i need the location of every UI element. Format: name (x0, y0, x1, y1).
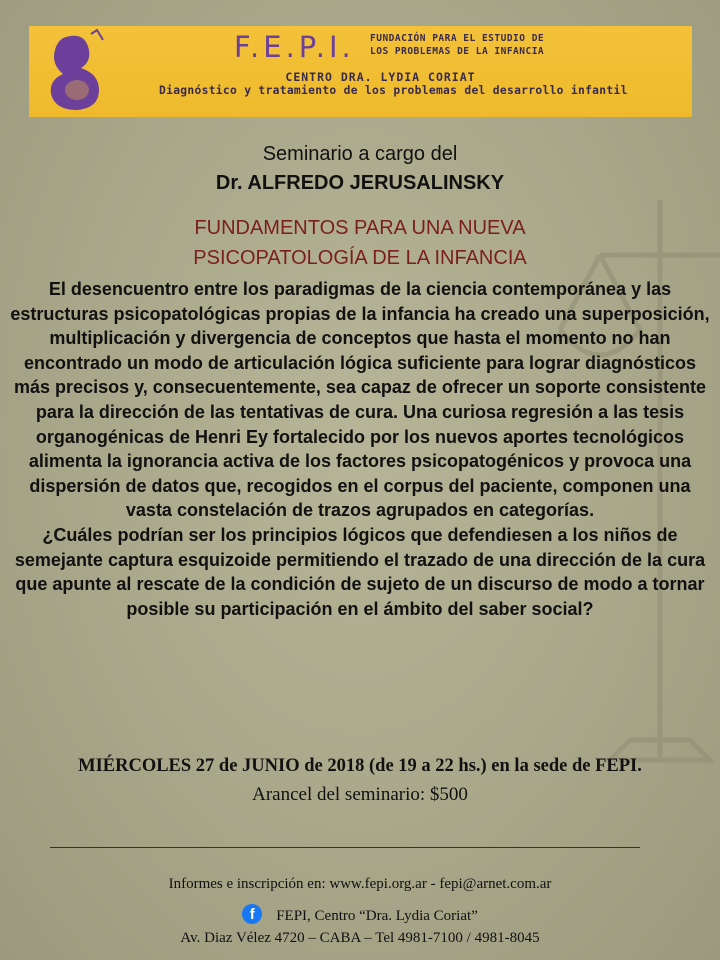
seminar-intro: Seminario a cargo del (262, 143, 458, 165)
foundation-line-1: FUNDACIÓN PARA EL ESTUDIO DE (370, 33, 545, 44)
facebook-page-name: FEPI, Centro “Dra. Lydia Coriat” (276, 908, 478, 924)
center-name: CENTRO DRA. LYDIA CORIAT (285, 70, 476, 84)
seminar-title-line-2: PSICOPATOLOGÍA DE LA INFANCIA (193, 247, 527, 269)
address: Av. Diaz Vélez 4720 – CABA – Tel 4981-7100 / 4981-8045 (180, 930, 540, 946)
foundation-name (370, 32, 600, 58)
speaker-name: Dr. ALFREDO JERUSALINSKY (215, 172, 505, 194)
seminar-title-line-1: FUNDAMENTOS PARA UNA NUEVA (194, 217, 526, 239)
facebook-icon: f (242, 904, 262, 924)
center-tagline: Diagnóstico y tratamiento de los problemas del desarrollo infantil (159, 84, 628, 97)
seminar-fee: Arancel del seminario: $500 (252, 784, 468, 805)
brand-title: F.E.P.I. (234, 30, 355, 64)
description-paragraph-1: El desencuentro entre los paradigmas de la ciencia contemporánea y las estructuras psicopatológicas propias de la infancia ha creado una superposición, multiplicación y divergencia de conceptos que hasta el momento no han encontrado un modo de articulación lógica suficiente para lograr diagnósticos más precisos y, consecuentemente, sea capaz de ofrecer un soporte consistente para la dirección de las tentativas de cura. Una curiosa regresión a las tesis organogénicas de Henri Ey fortalecido por los nuevos aportes tecnológicos alimenta la ignorancia activa de los factores psicopatogénicos y provoca una dispersión de datos que, recogidos en el corpus del paciente, componen una vasta constelación de trazos agrupados en categorías. (10, 279, 710, 521)
description-paragraph-2: ¿Cuáles podrían ser los principios lógicos que defendiesen a los niños de semejante captura esquizoide permitiendo el trazado de una dirección de la cura que apunte al rescate de la condición de sujeto de un discurso de modo a tornar posible su participación en el ámbito del saber social? (14, 524, 706, 619)
header-banner (29, 26, 692, 117)
contact-info: Informes e inscripción en: www.fepi.org.ar - fepi@arnet.com.ar (168, 876, 552, 892)
event-date: MIÉRCOLES 27 de JUNIO de 2018 (de 19 a 22 hs.) en la sede de FEPI. (78, 756, 642, 776)
facebook-line (0, 904, 720, 925)
seminar-description (10, 277, 710, 621)
foundation-line-2: LOS PROBLEMAS DE LA INFANCIA (370, 46, 545, 57)
divider (50, 847, 640, 848)
